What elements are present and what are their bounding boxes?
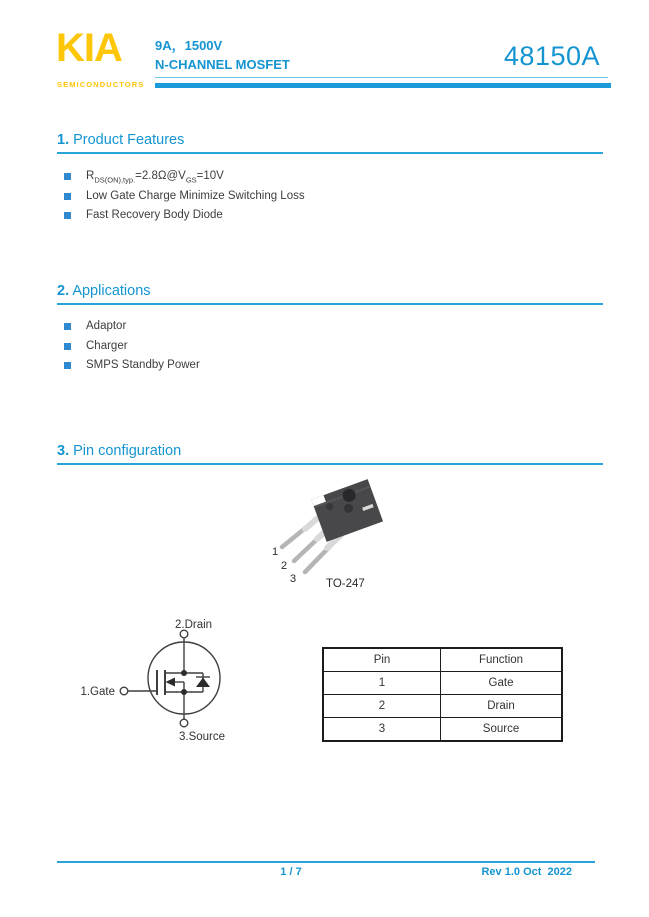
application-text: Charger (86, 340, 128, 352)
table-header-pin: Pin (323, 648, 441, 672)
application-text: Adaptor (86, 320, 127, 332)
section-number: 1. (57, 132, 70, 148)
mosfet-symbol (75, 615, 305, 750)
bullet-icon (64, 323, 71, 330)
table-header-function: Function (441, 648, 563, 672)
section-heading-features (57, 132, 184, 148)
table-cell-function: Source (441, 718, 563, 742)
table-cell-pin: 3 (323, 718, 441, 742)
section-number: 3. (57, 443, 70, 459)
bullet-icon (64, 362, 71, 369)
section-number: 2. (57, 283, 70, 299)
table-cell-pin: 2 (323, 695, 441, 718)
feature-text: Low Gate Charge Minimize Switching Loss (86, 190, 305, 202)
revision-label: Rev 1.0 Oct 2022 (481, 866, 572, 878)
feature-text: Fast Recovery Body Diode (86, 209, 223, 221)
table-cell-function: Drain (441, 695, 563, 718)
symbol-drain-label: 2.Drain (175, 619, 213, 631)
table-cell-function: Gate (441, 672, 563, 695)
section-title: Applications (69, 283, 151, 299)
symbol-gate-label: 1.Gate (80, 686, 115, 698)
package-name-label: TO-247 (326, 578, 365, 590)
table-row (323, 695, 562, 718)
page-number: 1 / 7 (280, 866, 302, 878)
section-underline (57, 463, 603, 465)
section-heading-applications (57, 283, 151, 299)
table-header-row (323, 648, 562, 672)
part-number: 48150A (503, 41, 600, 71)
application-text: SMPS Standby Power (86, 359, 200, 371)
section-title: Product Features (69, 132, 185, 148)
bullet-icon (64, 343, 71, 350)
kia-logo: KIA (56, 26, 122, 70)
table-row (323, 718, 562, 742)
package-pin2-label: 2 (280, 560, 288, 572)
package-pin1-label: 1 (271, 546, 279, 558)
table-cell-pin: 1 (323, 672, 441, 695)
subtitle-rating: 9A，1500V (155, 38, 223, 53)
section-underline (57, 152, 603, 154)
feature-text-rdson: $R_{DS(ON),typ.}=2.8\Omega@V_{GS}=10V$ (86, 170, 224, 185)
kia-logo-subtext: SEMICONDUCTORS (57, 80, 145, 89)
product-subtitle (155, 36, 290, 74)
bullet-icon (64, 193, 71, 200)
bullet-icon (64, 173, 71, 180)
nchannel-arrow-icon (166, 678, 176, 687)
section-underline (57, 303, 603, 305)
table-row (323, 672, 562, 695)
header-divider-thick (155, 83, 611, 88)
symbol-source-label: 3.Source (179, 731, 226, 743)
pin-function-table (322, 647, 563, 742)
bullet-icon (64, 212, 71, 219)
footer-divider (57, 861, 595, 863)
section-title: Pin configuration (69, 443, 182, 459)
to247-package-image (260, 473, 420, 598)
subtitle-type: N-CHANNEL MOSFET (155, 57, 290, 72)
package-pin3-label: 3 (289, 573, 297, 585)
body-diode-icon (196, 678, 210, 688)
section-heading-pin-configuration (57, 443, 181, 459)
header-divider-thin (155, 77, 608, 78)
